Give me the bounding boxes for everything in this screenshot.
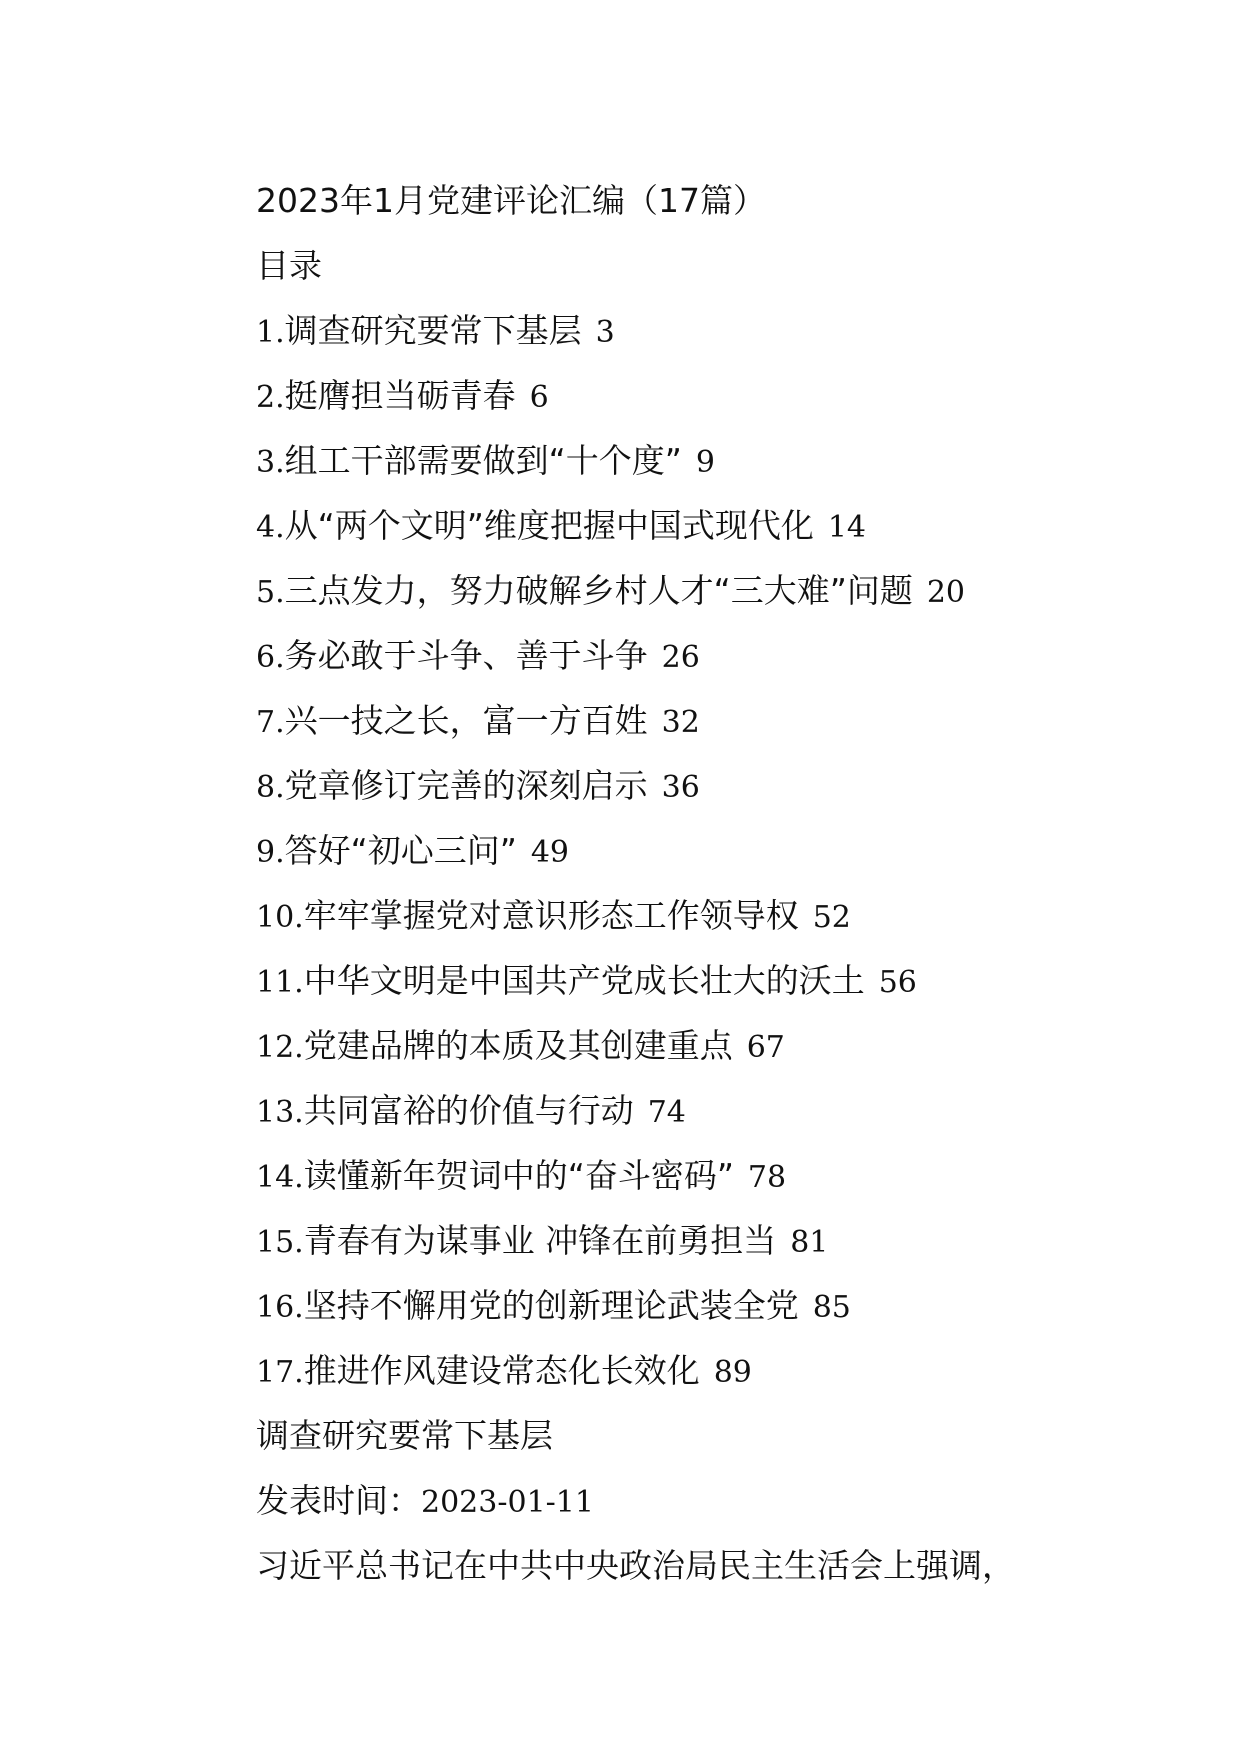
toc-item-number: 12.: [256, 1030, 304, 1065]
toc-item[interactable]: [256, 1078, 1156, 1143]
toc-item[interactable]: [256, 493, 1156, 558]
article-body-line: 习近平总书记在中共中央政治局民主生活会上强调，: [256, 1546, 1015, 1585]
toc-item-title: 坚持不懈用党的创新理论武装全党: [303, 1286, 799, 1325]
toc-item-page: 89: [713, 1355, 752, 1390]
toc-item-title: 青春有为谋事业 冲锋在前勇担当: [303, 1221, 777, 1260]
toc-item-number: 6.: [256, 640, 285, 675]
article-title: 调查研究要常下基层: [256, 1416, 553, 1455]
toc-heading: 目录: [256, 246, 322, 285]
toc-item-page: 6: [529, 380, 549, 415]
toc-item-page: 36: [661, 770, 700, 805]
toc-item[interactable]: [256, 818, 1156, 883]
toc-item-number: 10.: [256, 900, 304, 935]
toc-item-title: 调查研究要常下基层: [284, 311, 582, 350]
toc-item-number: 16.: [256, 1290, 304, 1325]
table-of-contents: [256, 298, 1156, 1403]
document-content: [256, 168, 1156, 1598]
toc-item[interactable]: [256, 298, 1156, 363]
toc-item-number: 17.: [256, 1355, 304, 1390]
article-date: 2023-01-11: [421, 1485, 594, 1520]
toc-item-title: 三点发力，努力破解乡村人才“三大难”问题: [284, 571, 913, 610]
toc-item-number: 13.: [256, 1095, 304, 1130]
toc-item[interactable]: [256, 428, 1156, 493]
toc-item-page: 14: [827, 510, 867, 545]
toc-item[interactable]: [256, 1208, 1156, 1273]
toc-item-title: 组工干部需要做到“十个度”: [284, 441, 682, 480]
toc-item-title: 中华文明是中国共产党成长壮大的沃土: [303, 961, 865, 1000]
toc-item-page: 49: [530, 835, 570, 870]
toc-item-number: 7.: [256, 705, 285, 740]
toc-item[interactable]: [256, 1273, 1156, 1338]
toc-item-title: 务必敢于斗争、善于斗争: [284, 636, 648, 675]
toc-item-title: 共同富裕的价值与行动: [303, 1091, 634, 1130]
toc-item-page: 26: [661, 640, 700, 675]
toc-item-title: 推进作风建设常态化长效化: [303, 1351, 700, 1390]
toc-item-title: 读懂新年贺词中的“奋斗密码”: [303, 1156, 734, 1195]
toc-item[interactable]: [256, 1143, 1156, 1208]
toc-item-title: 答好“初心三问”: [284, 831, 517, 870]
toc-item-title: 从“两个文明”维度把握中国式现代化: [284, 506, 814, 545]
toc-item-number: 3.: [256, 445, 285, 480]
toc-item-page: 52: [812, 900, 851, 935]
toc-item-page: 78: [747, 1160, 787, 1195]
toc-item-title: 兴一技之长，富一方百姓: [284, 701, 648, 740]
toc-item[interactable]: [256, 363, 1156, 428]
toc-item-title: 党章修订完善的深刻启示: [284, 766, 648, 805]
toc-item[interactable]: [256, 688, 1156, 753]
toc-item[interactable]: [256, 1338, 1156, 1403]
toc-item[interactable]: [256, 883, 1156, 948]
toc-item-title: 党建品牌的本质及其创建重点: [303, 1026, 733, 1065]
toc-item[interactable]: [256, 948, 1156, 1013]
toc-item-number: 1.: [256, 315, 285, 350]
toc-item-page: 9: [695, 445, 715, 480]
toc-item[interactable]: [256, 623, 1156, 688]
toc-item-page: 56: [878, 965, 917, 1000]
toc-item[interactable]: [256, 558, 1156, 623]
toc-item-page: 74: [647, 1095, 686, 1130]
document-title: 2023年1月党建评论汇编（17篇）: [256, 181, 766, 220]
toc-item-number: 11.: [256, 965, 304, 1000]
toc-item-number: 9.: [256, 835, 285, 870]
toc-item-title: 挺膺担当砺青春: [284, 376, 516, 415]
toc-item-number: 14.: [256, 1160, 304, 1195]
toc-item-page: 3: [595, 315, 615, 350]
toc-item-number: 15.: [256, 1225, 304, 1260]
toc-item-page: 67: [746, 1030, 785, 1065]
toc-item-page: 85: [812, 1290, 851, 1325]
toc-item-title: 牢牢掌握党对意识形态工作领导权: [303, 896, 799, 935]
article-date-label: 发表时间：: [256, 1481, 421, 1520]
toc-item-number: 4.: [256, 510, 285, 545]
toc-item[interactable]: [256, 753, 1156, 818]
toc-item-number: 5.: [256, 575, 285, 610]
toc-item[interactable]: [256, 1013, 1156, 1078]
toc-item-number: 2.: [256, 380, 285, 415]
article-date-line: [256, 1468, 1156, 1533]
toc-item-page: 20: [926, 575, 966, 610]
toc-item-page: 81: [790, 1225, 829, 1260]
toc-item-page: 32: [661, 705, 700, 740]
toc-item-number: 8.: [256, 770, 285, 805]
